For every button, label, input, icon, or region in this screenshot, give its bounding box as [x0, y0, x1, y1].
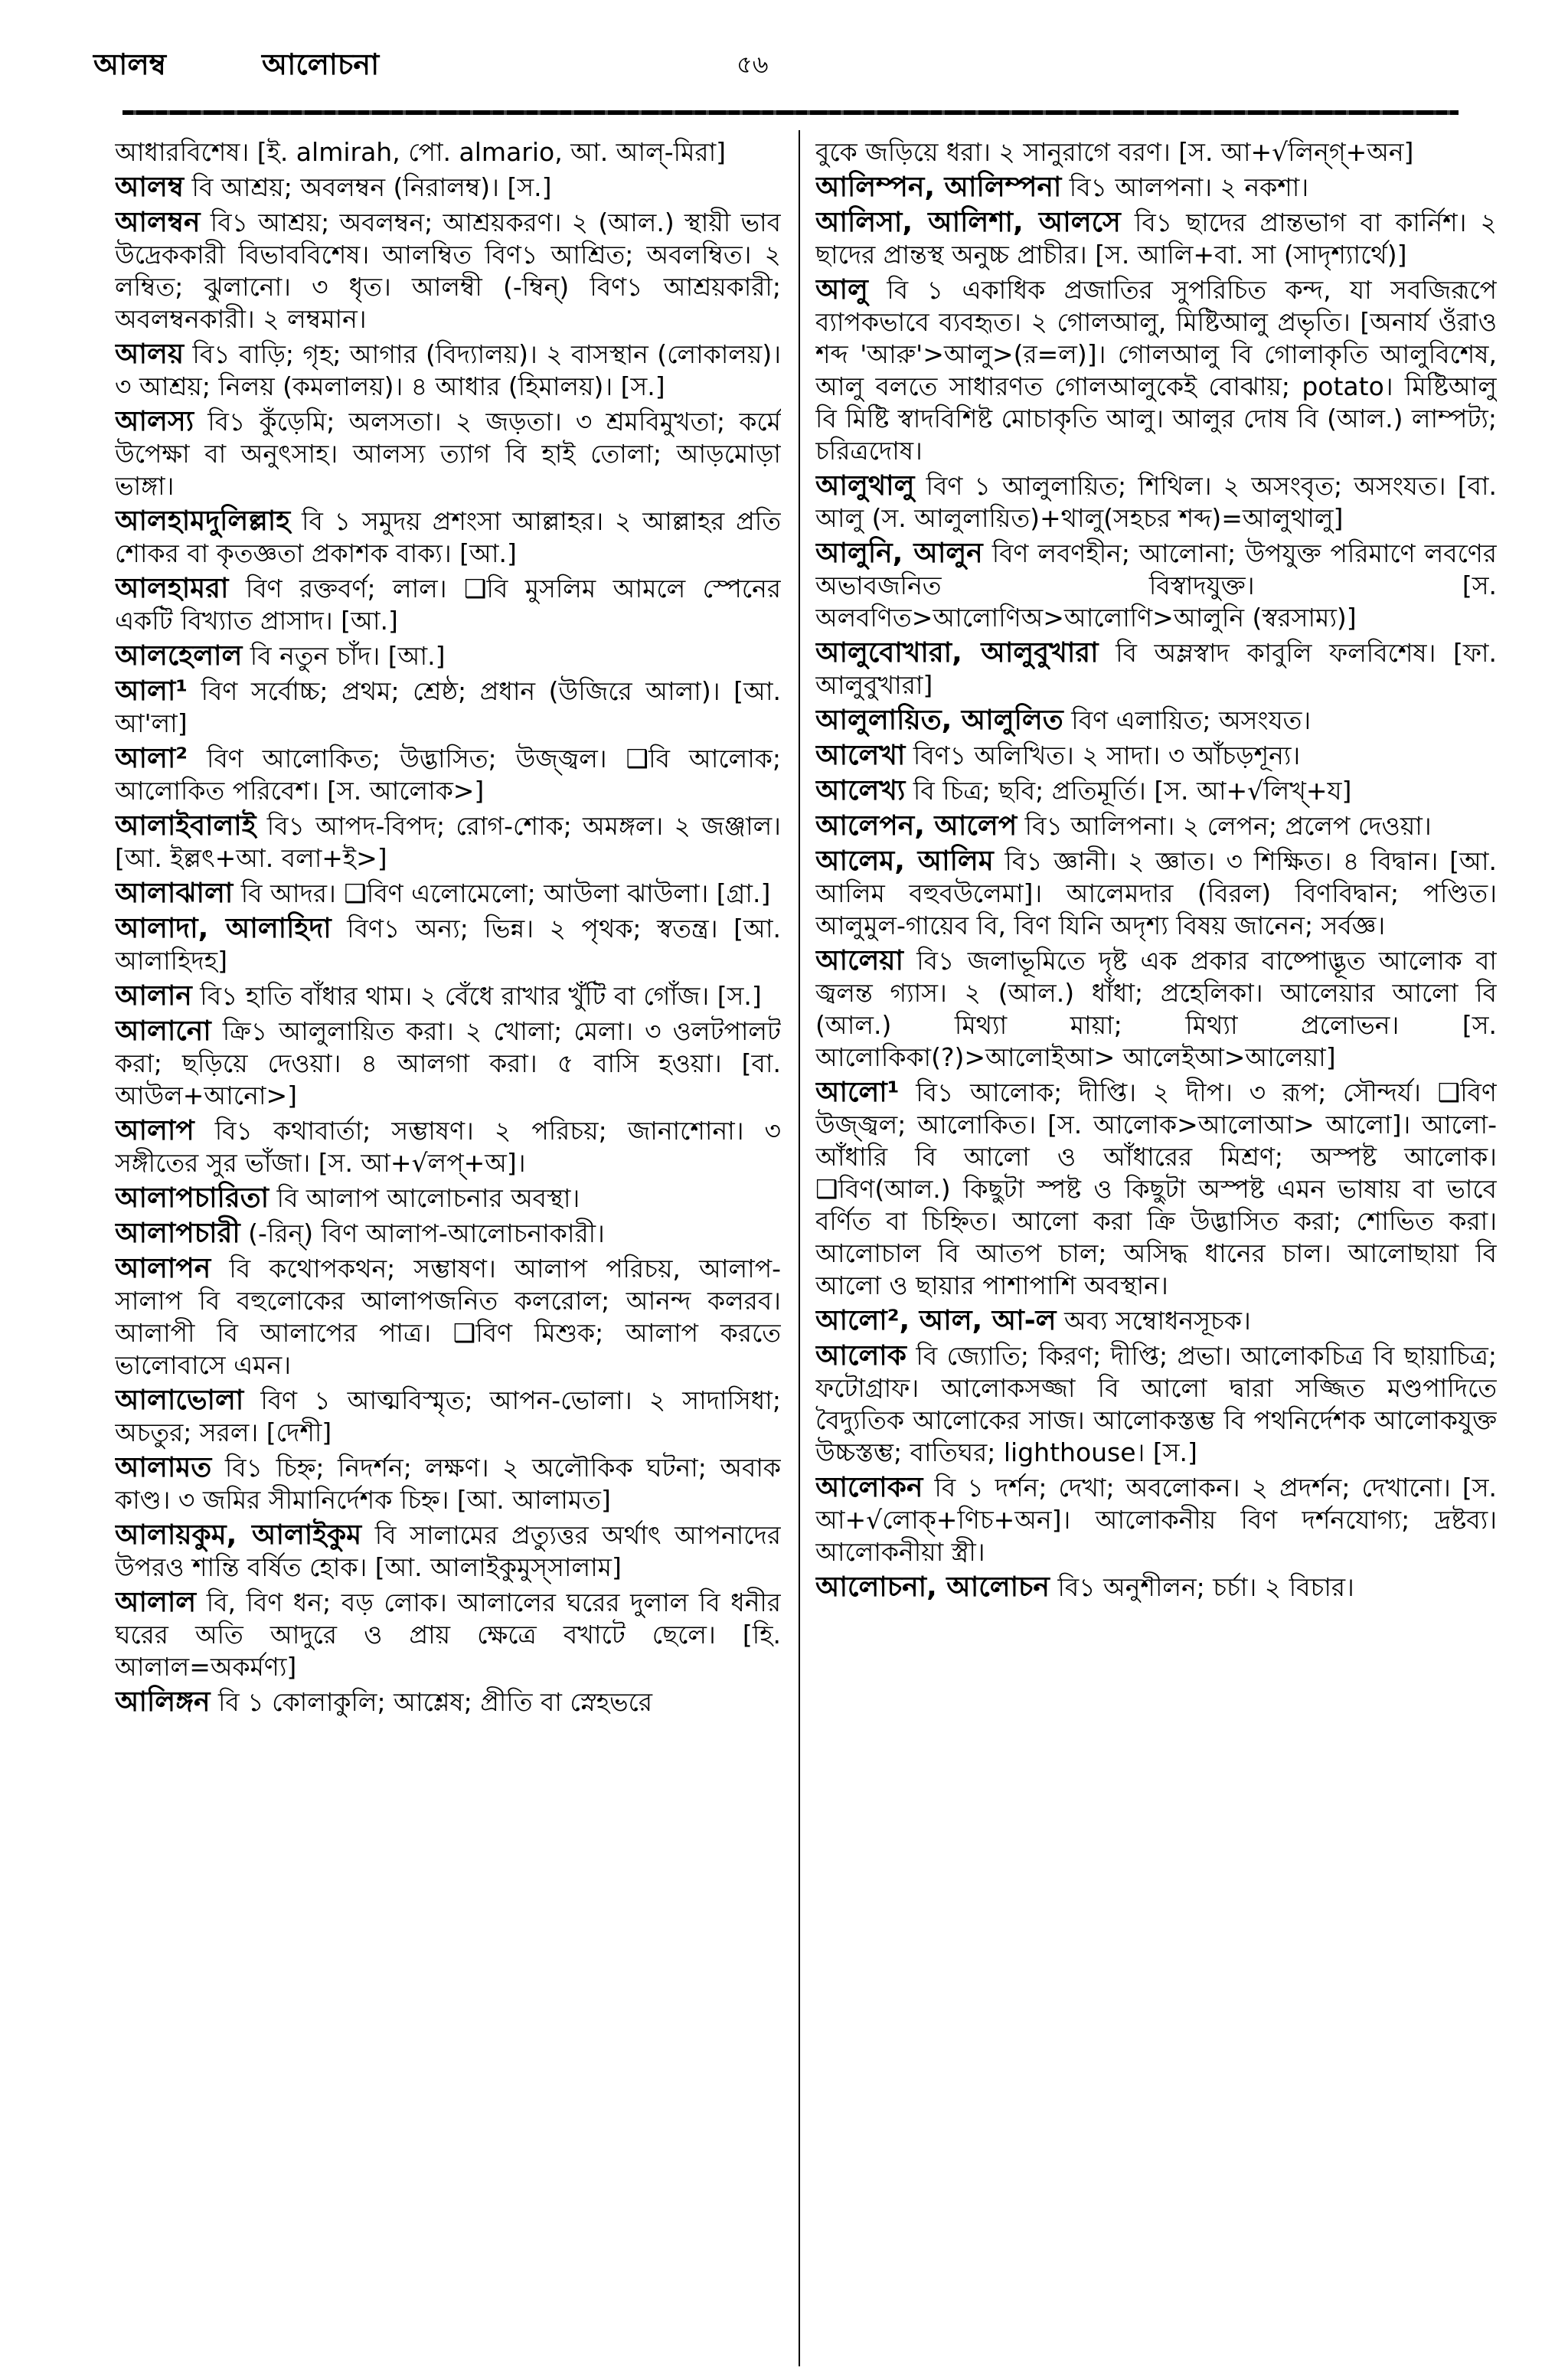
- dictionary-entry: [115, 1253, 781, 1382]
- entry-definition: বি ১ সমুদয় প্রশংসা আল্লাহর। ২ আল্লাহর প্রতি শোকর বা কৃতজ্ঞতা প্রকাশক বাক্য। [আ.]: [115, 506, 781, 568]
- entry-headword: আলহামরা: [115, 573, 229, 604]
- entry-headword: আলা¹: [115, 675, 188, 707]
- dictionary-entry: [115, 1385, 781, 1449]
- dictionary-entry: [815, 1305, 1497, 1337]
- entry-definition: বি১ হাতি বাঁধার থাম। ২ বেঁধে রাখার খুঁটি বা গোঁজ। [স.]: [200, 981, 762, 1011]
- entry-definition: বি চিত্র; ছবি; প্রতিমূর্তি। [স. আ+√লিখ্+য]: [913, 776, 1352, 806]
- entry-headword: আলেম, আলিম: [815, 845, 994, 877]
- dictionary-entry: [115, 1519, 781, 1584]
- entry-definition: আধারবিশেষ। [ই. almirah, পো. almario, আ. আল্-মিরা]: [115, 137, 727, 167]
- dictionary-entry: [815, 136, 1497, 168]
- dictionary-entry: [815, 274, 1497, 467]
- entry-definition: বিণ আলোকিত; উদ্ভাসিত; উজ্জ্বল। ❑বি আলোক; আলোকিত পরিবেশ। [স. আলোক>]: [115, 744, 781, 806]
- entry-definition: বিণ১ অলিখিত। ২ সাদা। ৩ আঁচড়শূন্য।: [913, 741, 1301, 770]
- dictionary-entry: [115, 1218, 781, 1250]
- entry-headword: আলায়কুম, আলাইকুম: [115, 1519, 362, 1551]
- entry-definition: বি১ আলপনা। ২ নকশা।: [1069, 172, 1309, 202]
- dictionary-entry: [815, 1571, 1497, 1604]
- entry-definition: বি১ আপদ-বিপদ; রোগ-শোক; অমঙ্গল। ২ জঞ্জাল। [আ. ইল্লৎ+আ. বলা+ই>]: [115, 811, 781, 873]
- entry-headword: আলিঙ্গন: [115, 1686, 211, 1718]
- entry-headword: আলাপ: [115, 1115, 194, 1146]
- entry-definition: বি আদর। ❑বিণ এলোমেলো; আউলা ঝাউলা। [গ্রা.]: [240, 878, 771, 908]
- entry-definition: বি১ আলিপনা। ২ লেপন; প্রলেপ দেওয়া।: [1024, 811, 1432, 841]
- dictionary-entry: [815, 637, 1497, 701]
- right-column: [815, 136, 1497, 2372]
- entry-headword: আলাপচারী: [115, 1218, 240, 1249]
- entry-definition: বি১ জ্ঞানী। ২ জ্ঞাত। ৩ শিক্ষিত। ৪ বিদ্বান। [আ. আলিম বহুবউলেমা]। আলেমদার (বিরল) বিণবিদ্বান; পণ্ডিত। আলুমুল-গায়েব বি, বিণ যিনি অদৃশ্য বিষয় জানেন; সর্বজ্ঞ।: [815, 846, 1497, 940]
- entry-headword: আলাদা, আলাহিদা: [115, 913, 332, 944]
- entry-headword: আলাল: [115, 1587, 197, 1618]
- entry-headword: আলান: [115, 980, 192, 1012]
- entry-headword: আলামত: [115, 1452, 212, 1483]
- dictionary-entry: [115, 573, 781, 637]
- entry-definition: বি১ বাড়ি; গৃহ; আগার (বিদ্যালয়)। ২ বাসস্থান (লোকালয়)। ৩ আশ্রয়; নিলয় (কমলালয়)। ৪ আধার (হিমালয়)। [স.]: [115, 339, 781, 401]
- dictionary-entry: [815, 775, 1497, 807]
- entry-definition: বি অম্লস্বাদ কাবুলি ফলবিশেষ। [ফা. আলুবুখারা]: [815, 638, 1497, 700]
- entry-headword: আলু: [815, 274, 868, 306]
- dictionary-entry: [115, 640, 781, 672]
- entry-headword: আলা²: [115, 743, 188, 774]
- entry-headword: আলম্ব: [115, 172, 185, 203]
- entry-definition: ক্রি১ আলুলায়িত করা। ২ খোলা; মেলা। ৩ ওলটপালট করা; ছড়িয়ে দেওয়া। ৪ আলগা করা। ৫ বাসি হওয়া। [বা. আউল+আনো>]: [115, 1016, 781, 1110]
- dictionary-entry: [115, 505, 781, 570]
- dictionary-body: [0, 115, 1568, 2374]
- dictionary-entry: [115, 913, 781, 977]
- dictionary-entry: [115, 338, 781, 403]
- entry-headword: আলাঝালা: [115, 878, 234, 909]
- entry-definition: বিণ ১ আলুলায়িত; শিথিল। ২ অসংবৃত; অসংযত। [বা. আলু (স. আলুলায়িত)+থালু(সহচর শব্দ)=আলুথালু]: [815, 471, 1497, 533]
- entry-definition: বি১ কথাবার্তা; সম্ভাষণ। ২ পরিচয়; জানাশোনা। ৩ সঙ্গীতের সুর ভাঁজা। [স. আ+√লপ্+অ]।: [115, 1116, 781, 1178]
- entry-headword: আলুলায়িত, আলুলিত: [815, 705, 1063, 736]
- entry-headword: আলেপন, আলেপ: [815, 810, 1018, 842]
- entry-headword: আলুনি, আলুন: [815, 538, 983, 569]
- entry-headword: আলাপন: [115, 1253, 211, 1284]
- dictionary-entry: [115, 207, 781, 335]
- entry-definition: বি নতুন চাঁদ। [আ.]: [250, 641, 446, 671]
- dictionary-entry: [815, 945, 1497, 1074]
- entry-headword: আলাপচারিতা: [115, 1182, 270, 1214]
- entry-headword: আলোকন: [815, 1472, 923, 1503]
- entry-headword: আলো², আল, আ-ল: [815, 1305, 1057, 1336]
- entry-definition: বিণ১ অন্য; ভিন্ন। ২ পৃথক; স্বতন্ত্র। [আ. আলাহিদহ]: [115, 914, 781, 976]
- entry-definition: বি১ জলাভূমিতে দৃষ্ট এক প্রকার বাষ্পোদ্ভূত আলোক বা জ্বলন্ত গ্যাস। ২ (আল.) ধাঁধা; প্রহেলিকা। আলেয়ার আলো বি (আল.) মিথ্যা মায়া; মিথ্যা প্রলোভন। [স. আলোকিকা(?)>আলোইআ> আলেইআ>আলেয়া]: [815, 946, 1497, 1072]
- dictionary-entry: [815, 538, 1497, 634]
- dictionary-entry: [115, 1115, 781, 1179]
- entry-definition: বিণ এলায়িত; অসংযত।: [1071, 705, 1312, 735]
- entry-headword: আলাইবালাই: [115, 810, 256, 842]
- entry-definition: বি আশ্রয়; অবলম্বন (নিরালম্ব)। [স.]: [191, 172, 552, 202]
- entry-headword: আলেখ্য: [815, 775, 906, 806]
- entry-definition: অব্য সম্বোধনসূচক।: [1063, 1306, 1251, 1336]
- entry-definition: বিণ রক্তবর্ণ; লাল। ❑বি মুসলিম আমলে স্পেনের একটি বিখ্যাত প্রাসাদ। [আ.]: [115, 574, 781, 636]
- dictionary-entry: [115, 172, 781, 204]
- entry-headword: আলোচনা, আলোচন: [815, 1571, 1050, 1603]
- dictionary-entry: [115, 980, 781, 1012]
- page-header: [0, 0, 1568, 115]
- entry-definition: বি১ আশ্রয়; অবলম্বন; আশ্রয়করণ। ২ (আল.) স্থায়ী ভাব উদ্রেককারী বিভাববিশেষ। আলম্বিত বিণ১ আশ্রিত; অবলম্বিত। ২ লম্বিত; ঝুলানো। ৩ ধৃত। আলম্বী (-ম্বিন্) বিণ১ আশ্রয়কারী; অবলম্বনকারী। ২ লম্বমান।: [115, 208, 781, 334]
- entry-headword: আলেখা: [815, 740, 906, 771]
- entry-definition: বি১ চিহ্ন; নিদর্শন; লক্ষণ। ২ অলৌকিক ঘটনা; অবাক কাণ্ড। ৩ জমির সীমানির্দেশক চিহ্ন। [আ. আলামত]: [115, 1453, 781, 1515]
- entry-definition: বি১ ছাদের প্রান্তভাগ বা কার্নিশ। ২ ছাদের প্রান্তস্থ অনুচ্চ প্রাচীর। [স. আলি+বা. সা (সাদৃশ্যার্থে)]: [815, 208, 1497, 270]
- entry-headword: আলস্য: [115, 406, 194, 437]
- entry-definition: বি১ অনুশীলন; চর্চা। ২ বিচার।: [1057, 1572, 1354, 1602]
- entry-definition: বি জ্যোতি; কিরণ; দীপ্তি; প্রভা। আলোকচিত্র বি ছায়াচিত্র; ফটোগ্রাফ। আলোকসজ্জা বি আলো দ্বারা সজ্জিত মণ্ডপাদিতে বৈদ্যুতিক আলোকের সাজ। আলোকস্তম্ভ বি পথনির্দেশক আলোকযুক্ত উচ্চস্তম্ভ; বাতিঘর; lighthouse। [স.]: [815, 1341, 1497, 1467]
- entry-definition: বি ১ দর্শন; দেখা; অবলোকন। ২ প্রদর্শন; দেখানো। [স. আ+√লোক্+ণিচ+অন]। আলোকনীয় বিণ দর্শনযোগ্য; দ্রষ্টব্য। আলোকনীয়া স্ত্রী।: [815, 1473, 1497, 1567]
- entry-definition: বি কথোপকথন; সম্ভাষণ। আলাপ পরিচয়, আলাপ-সালাপ বি বহুলোকের আলাপজনিত কলরোল; আনন্দ কলরব। আলাপী বি আলাপের পাত্র। ❑বিণ মিশুক; আলাপ করতে ভালোবাসে এমন।: [115, 1254, 781, 1380]
- entry-headword: আলেয়া: [815, 945, 903, 976]
- dictionary-entry: [815, 810, 1497, 842]
- dictionary-entry: [115, 743, 781, 807]
- entry-headword: আলহেলাল: [115, 640, 243, 672]
- entry-definition: বি আলাপ আলোচনার অবস্থা।: [276, 1183, 580, 1213]
- entry-definition: বি ১ কোলাকুলি; আশ্লেষ; প্রীতি বা স্নেহভরে: [217, 1687, 653, 1717]
- dictionary-entry: [815, 1077, 1497, 1302]
- entry-headword: আলোক: [815, 1340, 906, 1372]
- dictionary-entry: [115, 1686, 781, 1718]
- dictionary-entry: [815, 1472, 1497, 1568]
- dictionary-entry: [815, 1340, 1497, 1469]
- dictionary-entry: [115, 1182, 781, 1215]
- dictionary-entry: [815, 740, 1497, 772]
- dictionary-entry: [115, 810, 781, 875]
- entry-definition: বিণ সর্বোচ্চ; প্রথম; শ্রেষ্ঠ; প্রধান (উজিরে আলা)। [আ. আ'লা]: [115, 676, 781, 738]
- entry-definition: বি১ আলোক; দীপ্তি। ২ দীপ। ৩ রূপ; সৌন্দর্য। ❑বিণ উজ্জ্বল; আলোকিত। [স. আলোক>আলোআ> আলো]। আলো-আঁধারি বি আলো ও আঁধারের মিশ্রণ; অস্পষ্ট আলোক। ❑বিণ(আল.) কিছুটা স্পষ্ট ও কিছুটা অস্পষ্ট এমন ভাষায় বা ভাবে বর্ণিত বা চিহ্নিত। আলো করা ক্রি উদ্ভাসিত করা; শোভিত করা। আলোচাল বি আতপ চাল; অসিদ্ধ ধানের চাল। আলোছায়া বি আলো ও ছায়ার পাশাপাশি অবস্থান।: [815, 1077, 1497, 1300]
- dictionary-entry: [115, 1452, 781, 1516]
- entry-headword: আলিসা, আলিশা, আলসে: [815, 207, 1121, 238]
- entry-headword: আলিম্পন, আলিম্পনা: [815, 172, 1062, 203]
- entry-definition: বুকে জড়িয়ে ধরা। ২ সানুরাগে বরণ। [স. আ+√লিন্গ্+অন]: [815, 137, 1414, 167]
- column-divider: [799, 130, 800, 2366]
- entry-definition: বিণ ১ আত্মবিস্মৃত; আপন-ভোলা। ২ সাদাসিধা; অচতুর; সরল। [দেশী]: [115, 1385, 781, 1447]
- entry-headword: আলানো: [115, 1015, 211, 1047]
- dictionary-entry: [815, 172, 1497, 204]
- dictionary-entry: [115, 878, 781, 910]
- guide-word-first: আলম্ব: [93, 47, 167, 81]
- dictionary-entry: [115, 136, 781, 168]
- dictionary-entry: [115, 675, 781, 740]
- page-number: ৫৬: [737, 50, 769, 79]
- entry-headword: আলো¹: [815, 1077, 900, 1108]
- entry-headword: আলুবোখারা, আলুবুখারা: [815, 637, 1099, 669]
- dictionary-entry: [115, 1587, 781, 1683]
- entry-definition: বিণ লবণহীন; আলোনা; উপযুক্ত পরিমাণে লবণের অভাবজনিত বিস্বাদযুক্ত। [স. অলবণিত>আলোণিঅ>আলোণি>আলুনি (স্বরসাম্য)]: [815, 538, 1497, 633]
- entry-headword: আলুথালু: [815, 470, 915, 502]
- dictionary-entry: [815, 207, 1497, 271]
- dictionary-entry: [115, 1015, 781, 1112]
- dictionary-entry: [115, 406, 781, 502]
- entry-definition: বি১ কুঁড়েমি; অলসতা। ২ জড়তা। ৩ শ্রমবিমুখতা; কর্মে উপেক্ষা বা অনুৎসাহ। আলস্য ত্যাগ বি হাই তোলা; আড়মোড়া ভাঙ্গা।: [115, 407, 781, 501]
- entry-definition: বি সালামের প্রত্যুত্তর অর্থাৎ আপনাদের উপরও শান্তি বর্ষিত হোক। [আ. আলাইকুমুস্সালাম]: [115, 1520, 781, 1582]
- guide-word-last: আলোচনা: [262, 47, 380, 81]
- entry-headword: আলাভোলা: [115, 1385, 244, 1416]
- dictionary-entry: [815, 845, 1497, 942]
- entry-headword: আলয়: [115, 338, 185, 370]
- entry-headword: আলম্বন: [115, 207, 201, 238]
- dictionary-entry: [815, 705, 1497, 737]
- entry-definition: বি, বিণ ধন; বড় লোক। আলালের ঘরের দুলাল বি ধনীর ঘরের অতি আদুরে ও প্রায় ক্ষেত্রে বখাটে ছেলে। [হি. আলাল=অকর্মণ্য]: [115, 1588, 781, 1682]
- left-column: [115, 136, 781, 2372]
- entry-headword: আলহামদুলিল্লাহ: [115, 505, 291, 537]
- entry-definition: বি ১ একাধিক প্রজাতির সুপরিচিত কন্দ, যা সবজিরূপে ব্যাপকভাবে ব্যবহৃত। ২ গোলআলু, মিষ্টিআলু প্রভৃতি। [অনার্য ওঁরাও শব্দ 'আরু'>আলু>(র=ল)]। গোলআলু বি গোলাকৃতি আলুবিশেষ, আলু বলতে সাধারণত গোলআলুকেই বোঝায়; potato। মিষ্টিআলু বি মিষ্টি স্বাদবিশিষ্ট মোচাকৃতি আলু। আলুর দোষ বি (আল.) লাম্পট্য; চরিত্রদোষ।: [815, 275, 1497, 466]
- dictionary-entry: [815, 470, 1497, 535]
- entry-definition: (-রিন্) বিণ আলাপ-আলোচনাকারী।: [248, 1218, 605, 1248]
